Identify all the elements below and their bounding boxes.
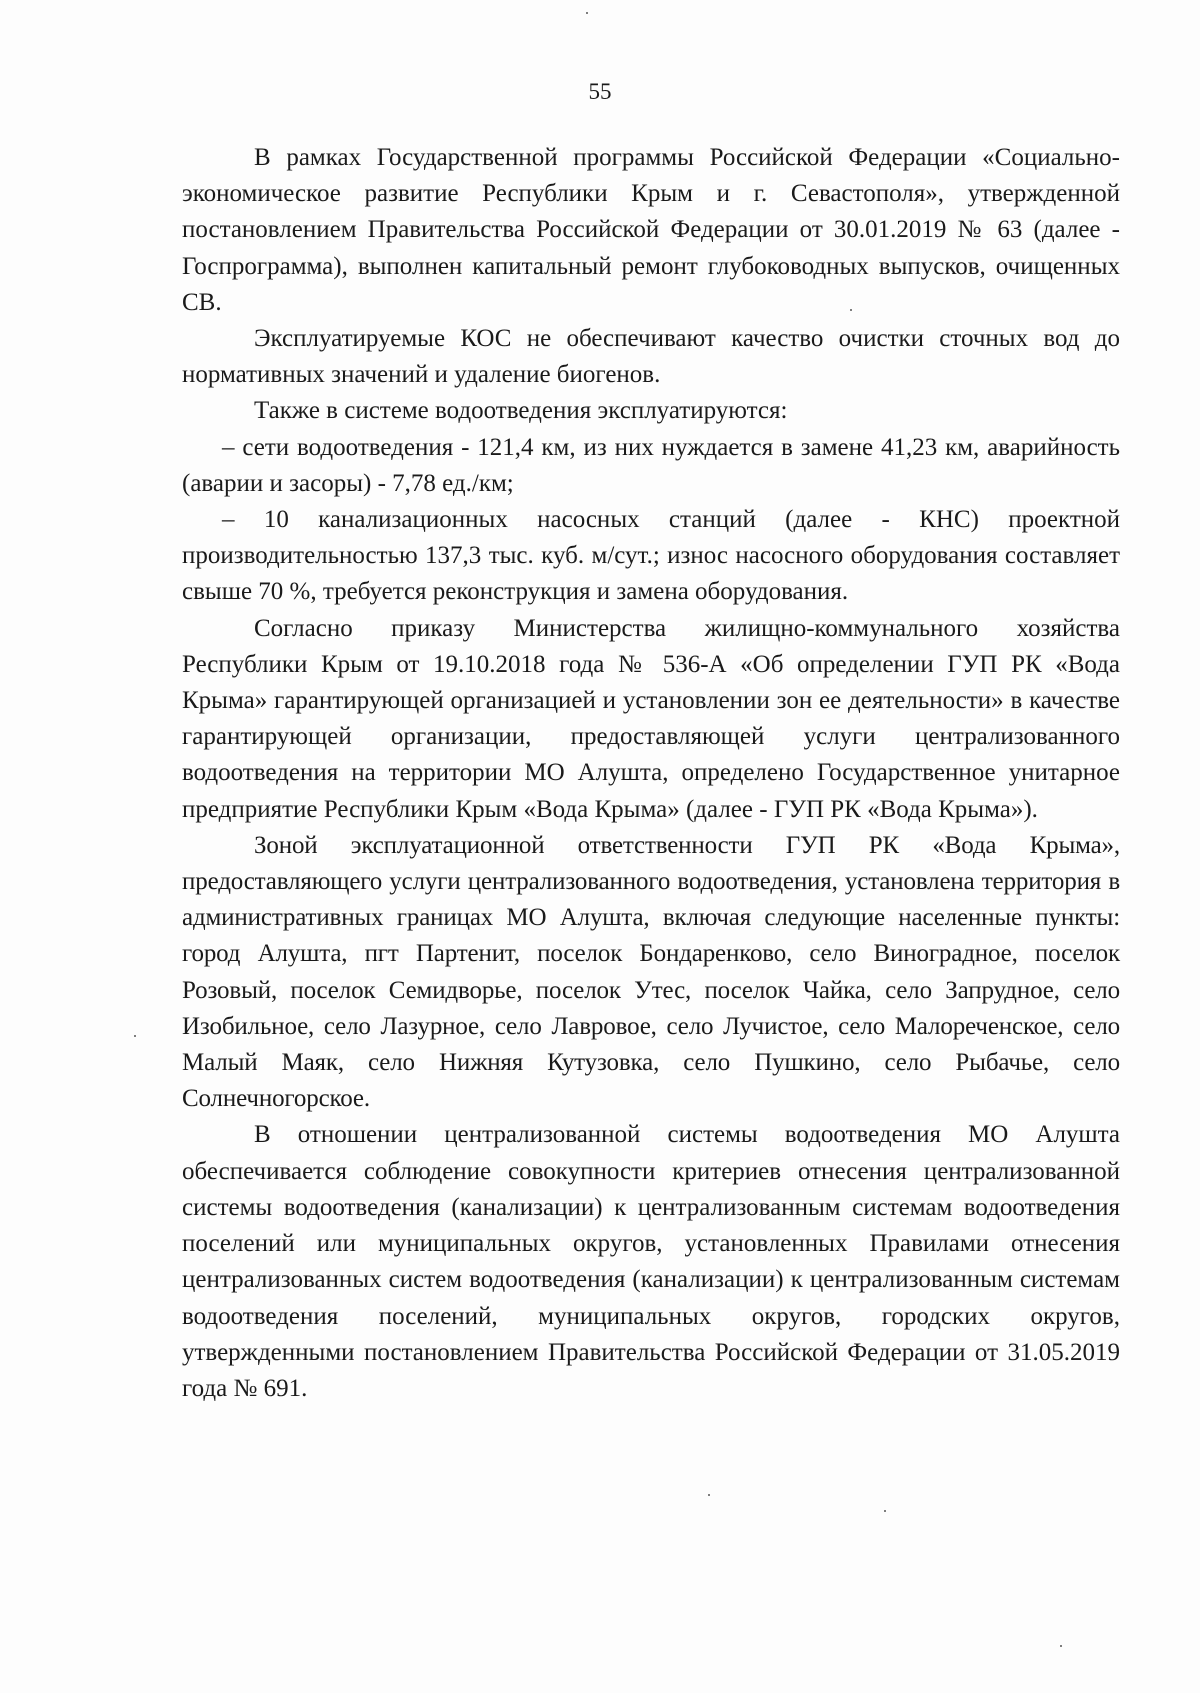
- paragraph-order: Согласно приказу Министерства жилищно-коммунального хозяйства Республики Крым от 19.10.2018 года № 536-А «Об определении ГУП РК «Вода Крыма» гарантирующей организацией и установлении зон ее деятельности» в качестве гарантирующей организации, предоставляющей услуги централизованного водоотведения на территории МО Алушта, определено Государственное унитарное предприятие Республики Крым «Вода Крыма» (далее - ГУП РК «Вода Крыма»).: [182, 614, 1120, 823]
- list-item-networks: – сети водоотведения - 121,4 км, из них нуждается в замене 41,23 км, аварийность (аварии и засоры) - 7,78 ед./км;: [182, 433, 1120, 497]
- paragraph-criteria: В отношении централизованной системы водоотведения МО Алушта обеспечивается соблюдение совокупности критериев отнесения централизованной системы водоотведения (канализации) к централизованным системам водоотведения поселений или муниципальных округов, установленных Правилами отнесения централизованных систем водоотведения (канализации) к централизованным системам водоотведения поселений, муниципальных округов, городских округов, утвержденными постановлением Правительства Российской Федерации от 31.05.2019 года № 691.: [182, 1121, 1120, 1402]
- scan-speck: [884, 1510, 886, 1512]
- paragraph-kos: Эксплуатируемые КОС не обеспечивают качество очистки сточных вод до нормативных значений и удаление биогенов.: [182, 325, 1120, 389]
- paragraph-systems-intro: Также в системе водоотведения эксплуатируются:: [254, 397, 788, 425]
- document-body: [182, 140, 1120, 1407]
- scan-speck: [708, 1494, 710, 1496]
- scan-speck: [1060, 1645, 1062, 1647]
- scan-speck: [850, 309, 852, 311]
- paragraph-gosprogramma: В рамках Государственной программы Российской Федерации «Социально-экономическое развитие Республики Крым и г. Севастополя», утвержденной постановлением Правительства Российской Федерации от 30.01.2019 № 63 (далее - Госпрограмма), выполнен капитальный ремонт глубоководных выпусков, очищенных СВ.: [182, 144, 1120, 316]
- scan-speck: [586, 12, 588, 14]
- page-number: 55: [588, 79, 612, 104]
- paragraph-responsibility-zone: Зоной эксплуатационной ответственности ГУП РК «Вода Крыма», предоставляющего услуги централизованного водоотведения, установлена территория в административных границах МО Алушта, включая следующие населенные пункты: город Алушта, пгт Партенит, поселок Бондаренково, село Виноградное, поселок Розовый, поселок Семидворье, поселок Утес, поселок Чайка, село Запрудное, село Изобильное, село Лазурное, село Лавровое, село Лучистое, село Малореченское, село Малый Маяк, село Нижняя Кутузовка, село Пушкино, село Рыбачье, село Солнечногорское.: [182, 831, 1120, 1113]
- scan-speck: [134, 1035, 136, 1037]
- list-item-pump-stations: – 10 канализационных насосных станций (далее - КНС) проектной производительностью 137,3 тыс. куб. м/сут.; износ насосного оборудования составляет свыше 70 %, требуется реконструкция и замена оборудования.: [182, 506, 1120, 606]
